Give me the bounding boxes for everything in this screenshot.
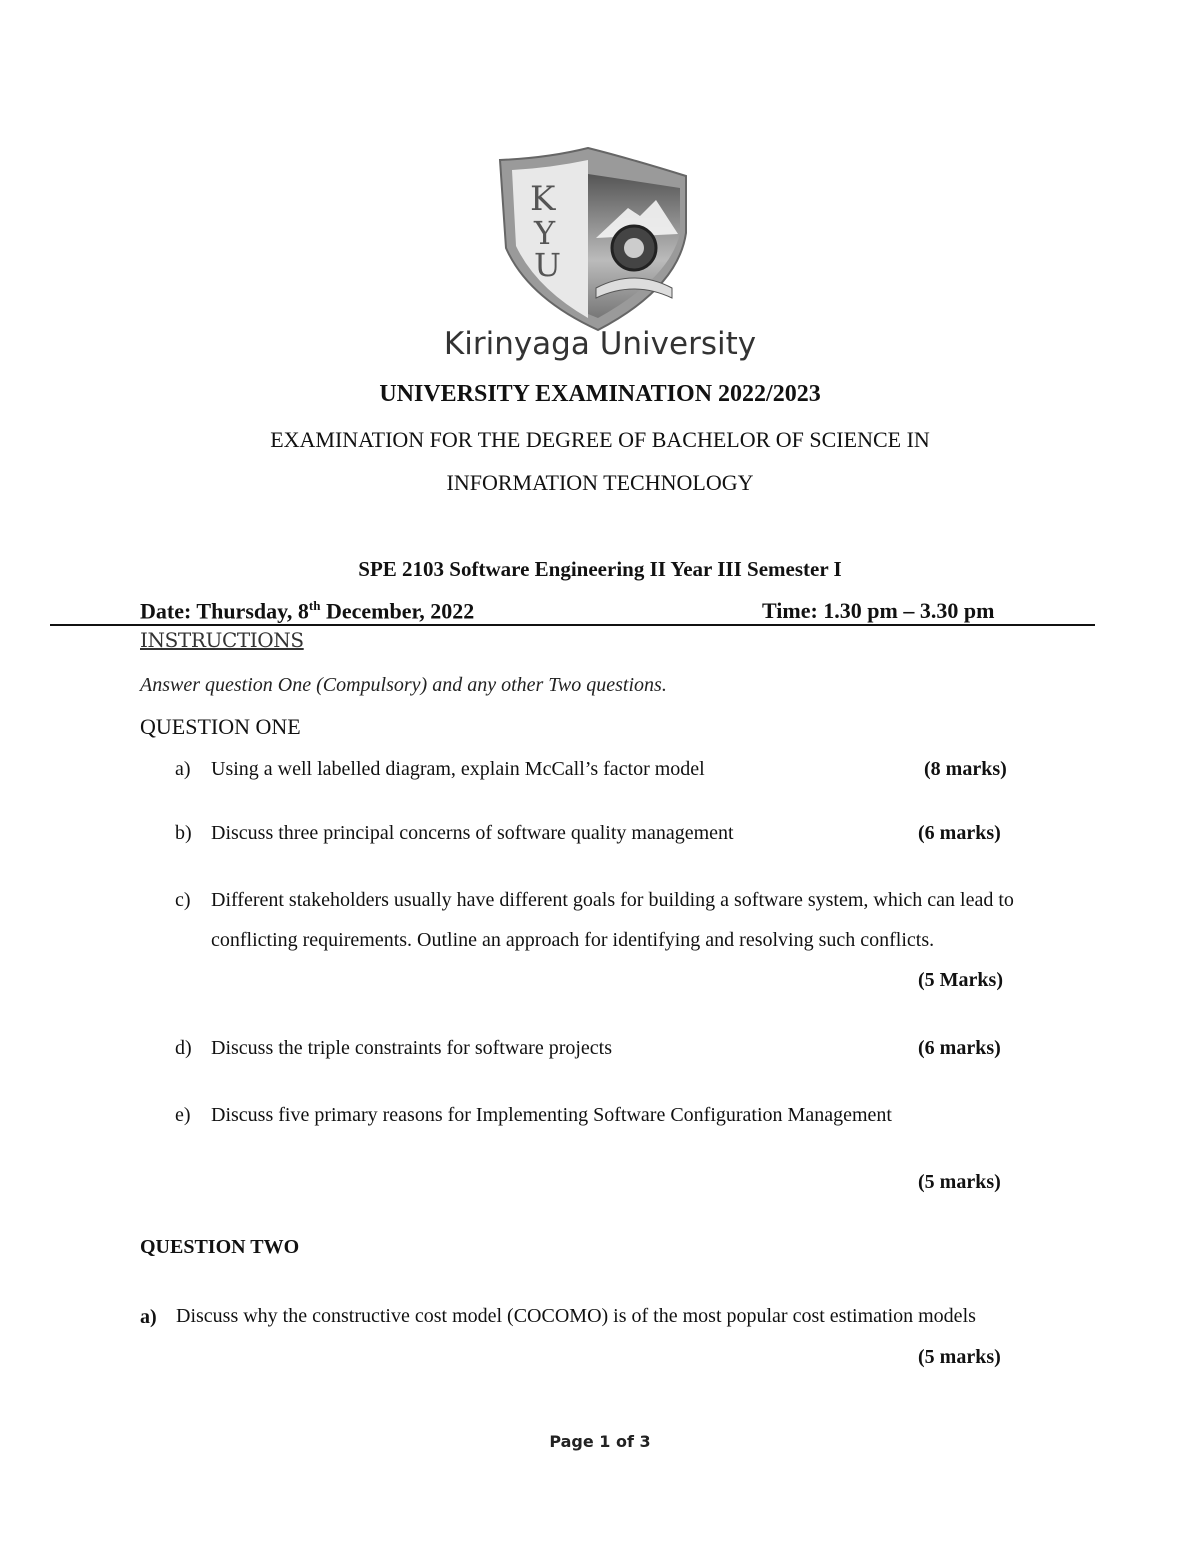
- exam-title: UNIVERSITY EXAMINATION 2022/2023: [379, 381, 821, 407]
- q1-item-marks: (5 Marks): [918, 969, 1003, 991]
- exam-time: Time: 1.30 pm – 3.30 pm: [762, 598, 995, 623]
- q1-item-text: Discuss three principal concerns of software quality management: [211, 822, 734, 844]
- header-divider: [50, 624, 1095, 626]
- degree-line-1: EXAMINATION FOR THE DEGREE OF BACHELOR OF SCIENCE IN: [270, 427, 930, 452]
- logo-letter-k: K: [530, 179, 556, 219]
- q1-item-letter: b): [175, 822, 192, 844]
- page-number: Page 1 of 3: [549, 1432, 651, 1451]
- q1-item-letter: e): [175, 1104, 191, 1126]
- exam-date: Date: Thursday, 8th December, 2022: [140, 598, 475, 624]
- q1-item-marks: (5 marks): [918, 1171, 1001, 1193]
- q1-item-text: Different stakeholders usually have different goals for building a software system, which can lead to conflicting requirements. Outline an approach for identifying and resolving such conflicts.: [211, 889, 1014, 951]
- q1-item-text: Discuss the triple constraints for software projects: [211, 1037, 613, 1059]
- svg-text:Y: Y: [534, 214, 556, 252]
- degree-line-2: INFORMATION TECHNOLOGY: [446, 470, 754, 495]
- question-one-heading: QUESTION ONE: [140, 714, 301, 739]
- q1-item-marks: (6 marks): [918, 1037, 1001, 1059]
- university-name: Kirinyaga University: [443, 326, 757, 362]
- q1-item-letter: a): [175, 758, 191, 780]
- instructions-heading: INSTRUCTIONS: [140, 628, 304, 652]
- q1-item-marks: (8 marks): [924, 758, 1007, 780]
- university-logo: [488, 138, 694, 338]
- q1-item-letter: d): [175, 1037, 192, 1059]
- svg-text:U: U: [534, 246, 561, 284]
- q1-item-letter: c): [175, 889, 191, 911]
- q2-item-letter: a): [140, 1306, 157, 1328]
- question-two-heading: QUESTION TWO: [140, 1236, 300, 1258]
- q1-item-marks: (6 marks): [918, 822, 1001, 844]
- q1-item-text: Using a well labelled diagram, explain McCall’s factor model: [211, 758, 705, 780]
- course-title: SPE 2103 Software Engineering II Year III Semester I: [358, 557, 842, 581]
- q1-item-text: Discuss five primary reasons for Implementing Software Configuration Management: [211, 1104, 892, 1126]
- q2-item-text: Discuss why the constructive cost model (COCOMO) is of the most popular cost estimation models: [176, 1305, 976, 1327]
- instructions-text: Answer question One (Compulsory) and any other Two questions.: [140, 674, 667, 696]
- q2-item-marks: (5 marks): [918, 1346, 1001, 1368]
